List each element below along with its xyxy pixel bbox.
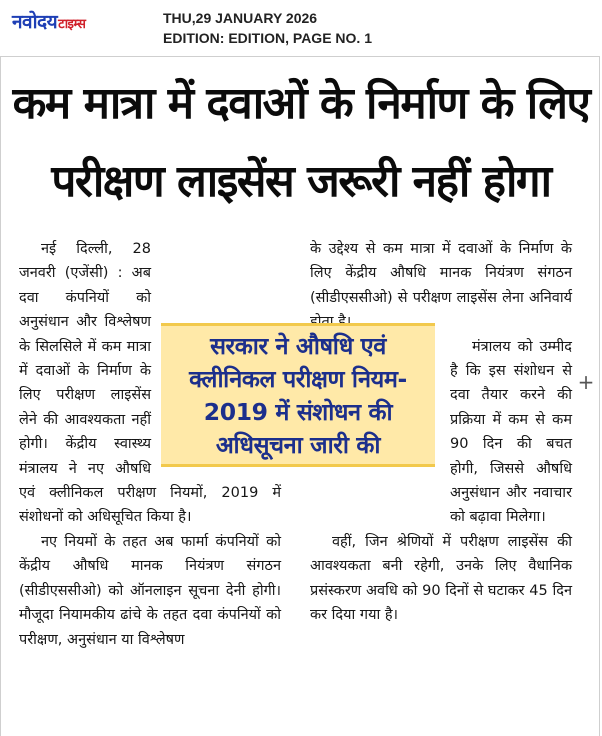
article-clipping (0, 56, 600, 736)
right-paragraph-1: के उद्देश्य से कम मात्रा में दवाओं के निर्माण के लिए केंद्रीय औषधि मानक नियंत्रण संगठन (सीडीएससीओ) से परीक्षण लाइसेंस लेना अनिवार्य (310, 241, 572, 306)
right-paragraph-3: वहीं, जिन श्रेणियों में परीक्षण लाइसेंस की आवश्यकता बनी रहेगी, उनके लिए वैधानिक प्रसंस्करण अवधि को 90 दिनों से घटाकर 45 दिन कर दिया गया है। (310, 533, 572, 624)
left-paragraph-1: नई दिल्ली, 28 जनवरी (एजेंसी) : अब दवा कंपनियों को अनुसंधान और विश्लेषण के सिलसिले में कम मात्रा में दवाओं के निर्माण के लिए परीक्षण लाइसेंस लेने की आवश्यकता नहीं होगी। केंद्रीय स्वास्थ्य मंत्रालय ने नए औषधि एवं क्लीनिकल परीक्षण नियमों, 2019 में संशोधनों को अधिसूचित किया है। (19, 241, 281, 526)
brand-logo (12, 8, 85, 34)
masthead (0, 0, 602, 56)
date-line: THU,29 JANUARY 2026 (163, 10, 318, 26)
headline-line-1: कम मात्रा में दवाओं के निर्माण के लिए (12, 78, 590, 129)
brand-sub: टाइम्स (58, 17, 86, 32)
headline-line-2: परीक्षण लाइसेंस जरूरी नहीं होगा (51, 156, 551, 207)
headline (1, 65, 600, 221)
left-paragraph-2: नए नियमों के तहत अब फार्मा कंपनियों को केंद्रीय औषधि मानक नियंत्रण संगठन (सीडीएससीओ) को ऑनलाइन सूचना देनी होगी। मौजूदा नियामकीय ढांचे के तहत दवा कंपनियों को परीक्षण, अनुसंधान या विश्लेषण (19, 533, 281, 648)
pull-quote: सरकार ने औषधि एवं क्लीनिकल परीक्षण नियम- 2019 में संशोधन की अधिसूचना जारी की (161, 323, 435, 467)
brand-main: नवोदय (12, 11, 58, 33)
right-paragraph-2: मंत्रालय को उम्मीद है कि इस संशोधन से दवा तैयार करने की प्रक्रिया में कम से कम 90 दिन की बचत होगी, जिससे औषधि अनुसंधान और नवाचार को बढ़ावा मिलेगा। (450, 338, 572, 526)
crosshair-icon: + (577, 370, 595, 394)
edition-line: EDITION: EDITION, PAGE NO. 1 (163, 30, 372, 46)
edition-meta (163, 8, 372, 48)
